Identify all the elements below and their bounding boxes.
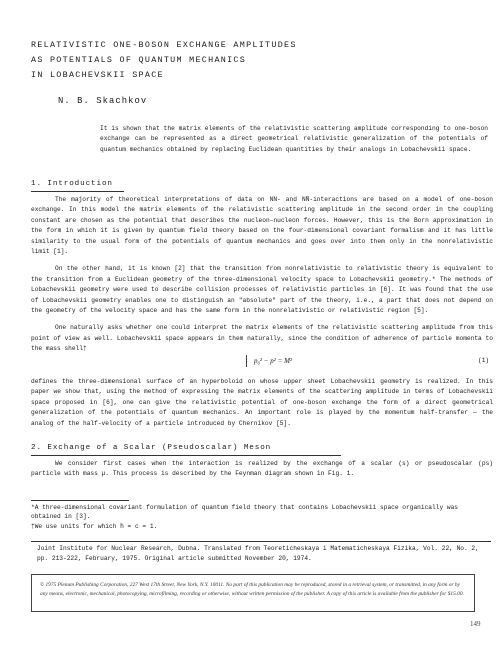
title-line-1: RELATIVISTIC ONE-BOSON EXCHANGE AMPLITUDES [31,40,297,50]
equation-divider [246,355,247,367]
section-1-body-continued [31,377,493,436]
section-1-paragraph-2: On the other hand, it is known [2] that the transition from nonrelativistic to relativistic theory is equivalent to the transition from a Euclidean geometry of the three-dimensional velocity space to Lobachevskii geometry.* The methods of Lobachevskii geometry were used to describe collision processes of relativistic particles in [6]. It was found that the use of Lobachevskii geometry enables one to distinguish an "absolute" part of the theory, i.e., a part that does not depend on the geometry of the velocity space and has the same form in the nonrelativistic or relativistic region [5]. [31,265,493,315]
copyright-box [31,574,475,612]
institute-note: Joint Institute for Nuclear Research, Dubna. Translated from Teoreticheskaya i Matematicheskaya Fizika, Vol. 22, No. 2, pp. 213-222, February, 1975. Original article submitted November 20, 1974. [37,545,479,562]
section-1-paragraph-1: The majority of theoretical interpretations of data on NN- and NN̄-interactions are based on a model of one-boson exchange. In this model the matrix elements of the relativistic scattering amplitude in the second order in the coupling constant are chosen as the potential that describes the nucleon–nucleon forces. However, this is the Born approximation in the form in which it is given by quantum field theory based on the four-dimensional covariant formalism and it has little similarity to the usual form of the potentials of quantum mechanics and goes over into them only in the nonrelativistic limit [1]. [31,196,493,256]
section-2-rule [31,455,341,456]
section-1-body [31,195,493,362]
section-2-paragraph-1: We consider first cases when the interaction is realized by the exchange of a scalar (s) or pseudoscalar (ps) particle with mass μ. This process is described by the Feynman diagram shown in Fig. 1. [31,460,493,478]
section-1-paragraph-3: One naturally asks whether one could interpret the matrix elements of the relativistic scattering amplitude from this point of view as well. Lobachevskii space appears in them naturally, since the condition of adherence of particle momenta to the mass shell† [31,324,493,353]
title-line-3: IN LOBACHEVSKII SPACE [31,70,164,80]
copyright-text: © 1975 Plenum Publishing Corporation, 227 West 17th Street, New York, N.Y. 10011. No part of this publication may be reproduced, stored in a retrieval system, or transmitted, in any form or by any means, electronic, mechanical, photocopying, microfilming, recording or otherwise, without written permission of the publisher. A copy of this article is available from the publisher for $15.00. [40,582,464,597]
page-number: 149 [470,620,481,628]
footnote-asterisk: *A three-dimensional covariant formulation of quantum field theory that contains Lobachevskii space organically was obtained in [3]. [31,504,459,521]
section-1-heading: 1. Introduction [31,180,113,188]
institute-rule [31,541,491,542]
footnotes [31,503,491,531]
footnote-dagger: †We use units for which ħ = c = 1. [31,522,158,530]
mass-shell-equation: p₀² − p² = M² [254,357,293,365]
paper-title [31,38,471,83]
equation-number: (1) [478,357,490,364]
abstract: It is shown that the matrix elements of the relativistic scattering amplitude corresponding to one-boson exchange can be represented as a direct geometrical relativistic generalization of the potentials of quantum mechanics obtained by replacing Euclidean quantities by their analogs in Lobachevskii space. [100,125,488,153]
section-2-body [31,459,493,487]
section-2-heading: 2. Exchange of a Scalar (Pseudoscalar) Meson [31,444,272,452]
section-1-paragraph-4: defines the three-dimensional surface of an hyperboloid on whose upper sheet Lobachevskii geometry is realized. In this paper we show that, using the method of expressing the matrix elements of the scattering amplitude in terms of Lobachevskii space proposed in [6], one can give the relativistic potential of one-boson exchange the form of a direct geometrical generalization of the potentials of quantum mechanics. An important role is played by the momentum half-transfer — the analog of the half-velocity of a particle introduced by Chernikov [5]. [31,378,493,427]
footnote-rule [31,500,129,501]
title-line-2: AS POTENTIALS OF QUANTUM MECHANICS [31,55,247,65]
author-name: N. B. Skachkov [58,96,148,106]
section-1-rule [31,191,124,192]
